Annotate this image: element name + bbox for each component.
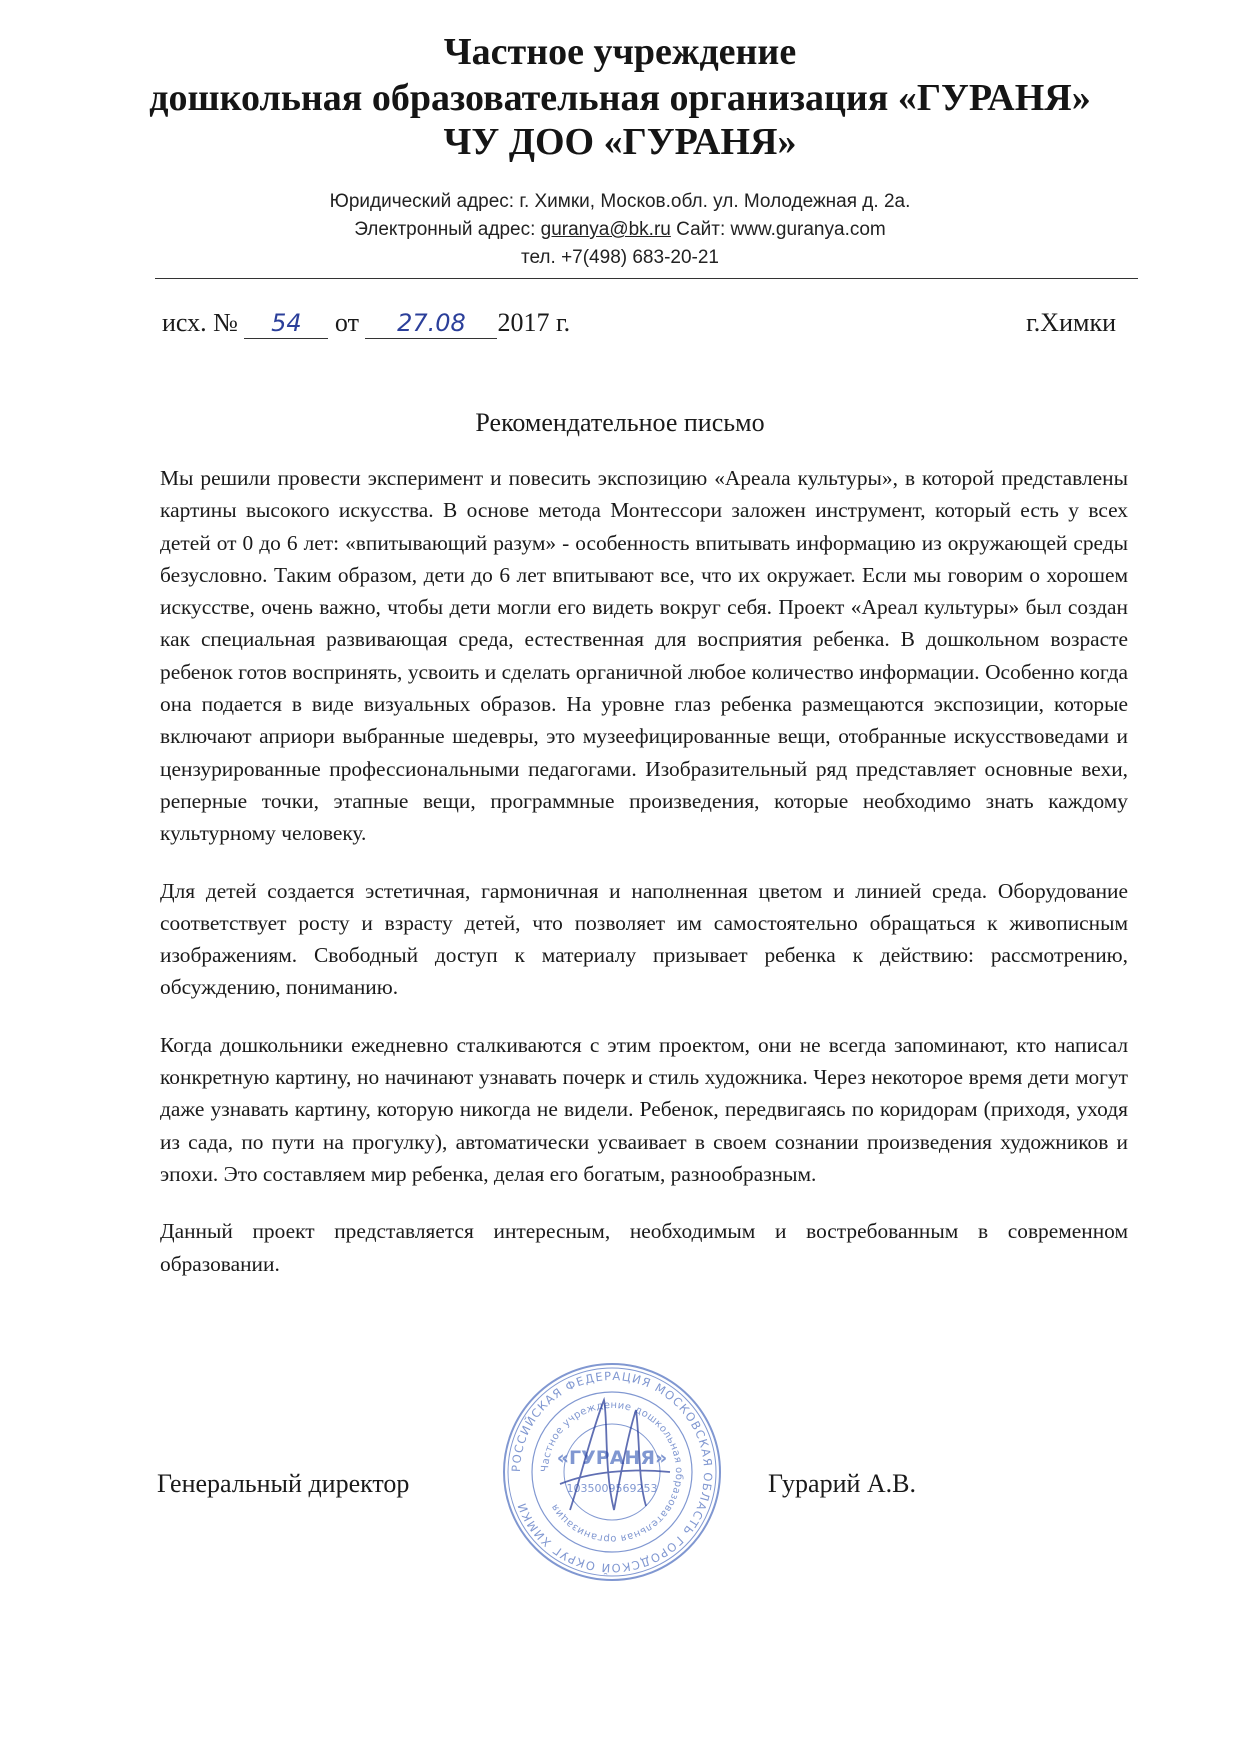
ref-from: от [328,308,366,337]
stamp-ogrn: 1035009569253 [566,1482,658,1495]
phone: тел. +7(498) 683-20-21 [521,247,719,268]
ref-prefix: исх. № [162,308,245,337]
ref-number: 54 [244,308,328,339]
official-stamp-icon [500,1360,724,1584]
org-name-line-1: Частное учреждение [443,31,797,73]
signatory-title: Генеральный директор [157,1469,410,1498]
letter-title: Рекомендательное письмо [475,408,765,437]
stamp-center-text: «ГУРАНЯ» [556,1447,668,1469]
stamp-inner-text: Частное учреждение дошкольная образовательная организация [539,1399,685,1545]
letter-body [160,462,1128,1305]
email-link[interactable]: guranya@bk.ru [540,219,671,240]
site-text: Сайт: www.guranya.com [670,219,886,240]
ref-year: 2017 г. [497,308,571,337]
paragraph-3: Когда дошкольники ежедневно сталкиваются с этим проектом, они не всегда запоминают, кто написал конкретную картину, но начинают узнавать почерк и стиль художника. Через некоторое время дети могут даже узнавать картину, которую никогда не видели. Ребенок, передвигаясь по коридорам (приходя, уходя из сада, по пути на прогулку), автоматически усваивает в своем сознании произведения художников и эпохи. Это составляем мир ребенка, делая его богатым, разнообразным. [160,1032,1128,1186]
paragraph-4: Данный проект представляется интересным, необходимым и востребованным в современном образовании. [160,1219,1128,1276]
paragraph-2: Для детей создается эстетичная, гармоничная и наполненная цветом и линией среда. Оборудование соответствует росту и взрасту детей, что позволяет им самостоятельно обращаться к живописным изображениям. Свободный доступ к материалу призывает ребенка к действию: рассмотрению, обсуждению, пониманию. [160,878,1128,1000]
signatory-name: Гурарий А.В. [768,1469,917,1498]
city: г.Химки [1026,308,1116,337]
org-name-line-2: дошкольная образовательная организация «ГУРАНЯ» [149,77,1091,119]
email-site-line [0,217,1240,243]
legal-address: Юридический адрес: г. Химки, Москов.обл. ул. Молодежная д. 2а. [329,191,911,212]
ref-date: 27.08 [365,308,497,339]
paragraph-1: Мы решили провести эксперимент и повесить экспозицию «Ареала культуры», в которой представлены картины высокого искусства. В основе метода Монтессори заложен инструмент, который есть у всех детей от 0 до 6 лет: «впитывающий разум» - особенность впитывать информацию из окружающей среды безусловно. Таким образом, дети до 6 лет впитывают все, что их окружает. Если мы говорим о хорошем искусстве, очень важно, чтобы дети могли его видеть вокруг себя. Проект «Ареал культуры» был создан как специальная развивающая среда, естественная для восприятия ребенка. В дошкольном возрасте ребенок готов воспринять, усвоить и сделать органичной любое количество информации. Особенно когда она подается в виде визуальных образов. На уровне глаз ребенка размещаются экспозиции, которые включают априори выбранные шедевры, это музеефицированные вещи, отобранные искусствоведами и цензурированные профессиональными педагогами. Изобразительный ряд представляет основные вехи, реперные точки, этапные вещи, программные произведения, которые необходимо знать каждому культурному человеку. [160,466,1128,846]
reference-line [162,306,570,340]
header-divider [155,278,1138,279]
stamp-outer-text: РОССИЙСКАЯ ФЕДЕРАЦИЯ МОСКОВСКАЯ ОБЛАСТЬ ГОРОДСКОЙ ОКРУГ ХИМКИ [508,1368,716,1576]
org-short-name: ЧУ ДОО «ГУРАНЯ» [443,121,797,163]
email-label: Электронный адрес: [354,219,541,240]
